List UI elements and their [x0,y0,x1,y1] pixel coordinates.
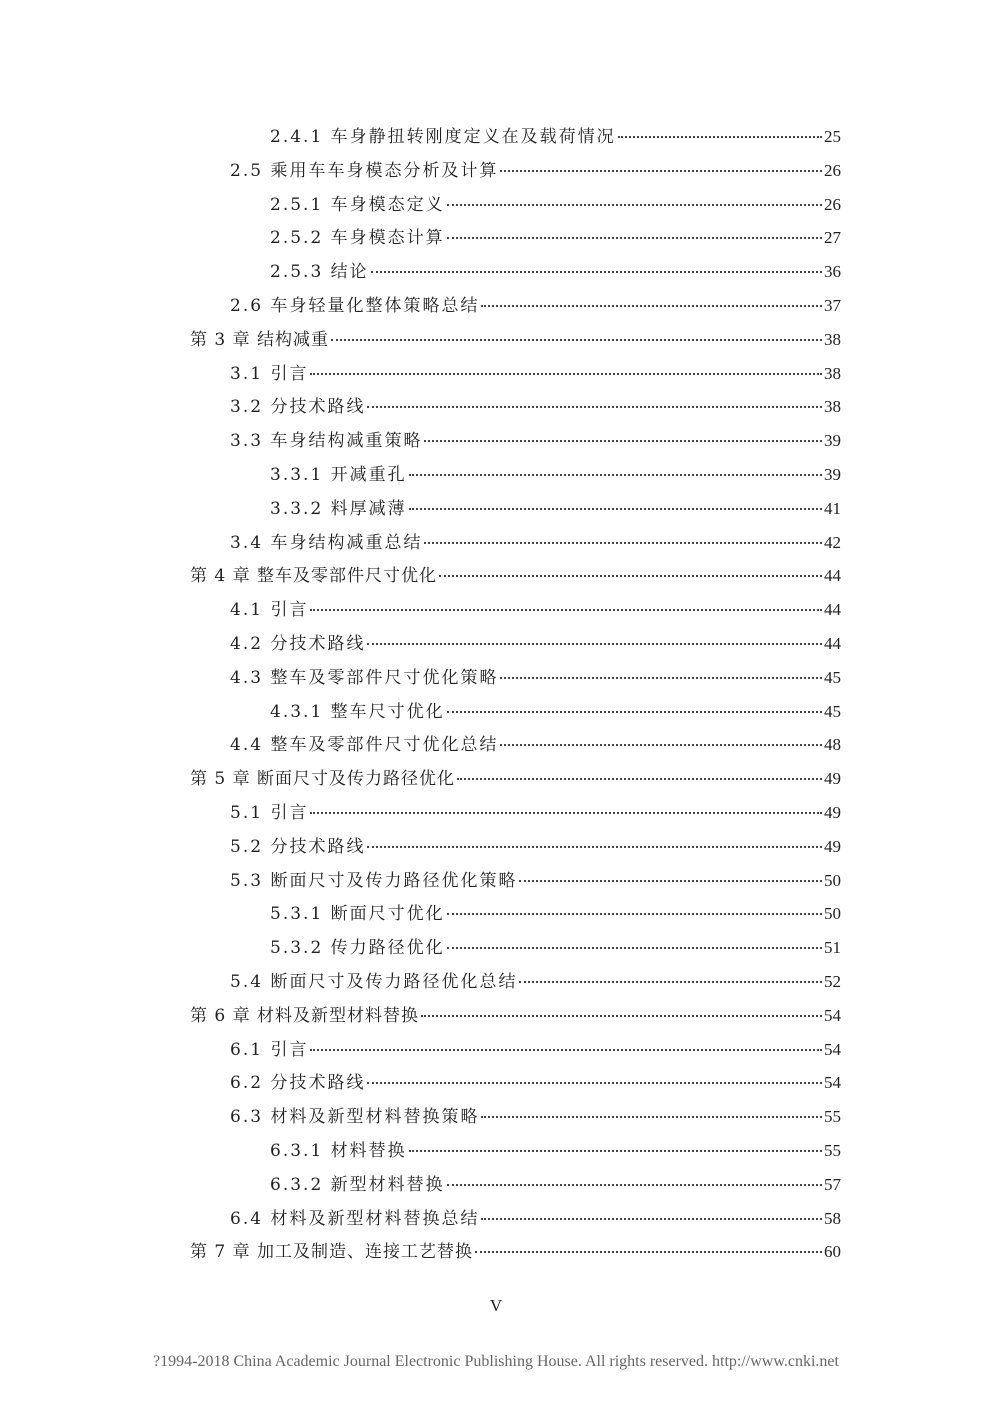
toc-entry-title: 第 3 章 结构减重 [190,329,330,350]
dot-leader [331,339,822,341]
dot-leader [421,1015,822,1017]
toc-entry-page: 57 [824,1174,841,1194]
dot-leader [457,778,822,780]
dot-leader [409,1150,822,1152]
page-number: V [489,1296,503,1315]
toc-entry-title: 2.5.1 车身模态定义 [270,194,445,215]
toc-entry[interactable] [190,323,841,357]
toc-entry-page: 39 [824,465,841,484]
toc-entry[interactable] [230,728,841,762]
toc-entry[interactable] [230,830,841,864]
dot-leader [371,271,822,273]
dot-leader [367,406,822,408]
toc-entry-page: 38 [824,329,841,349]
dot-leader [310,373,822,375]
toc-entry-title: 4.1 引言 [230,600,309,621]
dot-leader [500,170,822,172]
toc-entry-title: 6.3.2 新型材料替换 [270,1174,445,1195]
toc-entry-title: 5.4 断面尺寸及传力路径优化总结 [230,972,518,992]
toc-entry[interactable] [230,357,841,391]
toc-entry[interactable] [230,1066,841,1100]
dot-leader [447,711,822,713]
dot-leader [481,1116,822,1118]
toc-entry-title: 3.3 车身结构减重策略 [230,431,423,452]
toc-entry-page: 36 [824,262,841,282]
toc-entry-page: 45 [824,667,841,687]
toc-entry-page: 54 [824,1005,841,1025]
toc-entry-page: 51 [824,938,841,958]
toc-entry-page: 54 [824,1073,841,1093]
toc-entry-title: 第 5 章 断面尺寸及传力路径优化 [190,769,456,790]
toc-entry[interactable] [230,864,841,898]
toc-entry[interactable] [230,1202,841,1236]
toc-entry[interactable] [230,154,841,188]
toc-entry-page: 50 [824,870,841,890]
toc-entry[interactable] [270,695,841,729]
dot-leader [447,947,822,949]
toc-entry-title: 3.3.1 开减重孔 [270,465,407,485]
toc-entry-title: 6.2 分技术路线 [230,1073,366,1094]
dot-leader [447,204,822,206]
toc-entry-title: 2.5 乘用车车身模态分析及计算 [230,160,499,181]
toc-entry[interactable] [230,526,841,560]
toc-entry-title: 4.2 分技术路线 [230,634,366,654]
dot-leader [481,305,822,307]
toc-entry-page: 49 [824,803,841,822]
toc-entry-page: 45 [824,701,841,721]
toc-entry-title: 3.1 引言 [230,363,309,384]
dot-leader [439,575,822,577]
toc-entry-page: 55 [824,1141,841,1160]
toc-entry-title: 6.1 引言 [230,1039,309,1060]
toc-entry[interactable] [270,1168,841,1202]
toc-entry-page: 60 [824,1242,841,1262]
dot-leader [367,643,822,645]
toc-entry[interactable] [230,390,841,424]
toc-entry-title: 2.6 车身轻量化整体策略总结 [230,296,480,316]
toc-entry-page: 48 [824,735,841,755]
toc-entry-title: 3.3.2 料厚减薄 [270,498,407,519]
toc-entry-title: 5.3 断面尺寸及传力路径优化策略 [230,870,518,891]
toc-entry-title: 4.3 整车及零部件尺寸优化策略 [230,667,499,688]
toc-entry-page: 44 [824,566,841,586]
dot-leader [519,880,822,882]
toc-entry-page: 26 [824,194,841,214]
toc-entry[interactable] [270,931,841,965]
toc-entry-page: 49 [824,769,841,789]
dot-leader [409,508,822,510]
toc-entry-page: 54 [824,1039,841,1059]
toc-entry-title: 4.3.1 整车尺寸优化 [270,701,445,722]
toc-entry-title: 3.4 车身结构减重总结 [230,532,423,553]
toc-entry-page: 41 [824,498,841,518]
toc-entry[interactable] [270,458,841,492]
toc-entry[interactable] [270,120,841,154]
toc-entry[interactable] [190,999,841,1033]
toc-entry[interactable] [270,897,841,931]
toc-entry[interactable] [230,424,841,458]
toc-entry-title: 5.1 引言 [230,803,309,823]
toc-entry-title: 6.3.1 材料替换 [270,1141,407,1161]
dot-leader [447,1184,822,1186]
toc-entry[interactable] [230,965,841,999]
toc-entry-page: 49 [824,836,841,856]
dot-leader [409,474,822,476]
dot-leader [618,136,822,138]
toc-entry-page: 26 [824,160,841,180]
dot-leader [310,609,822,611]
dot-leader [500,677,822,679]
toc-entry[interactable] [270,255,841,289]
toc-entry-page: 38 [824,363,841,383]
toc-entry-page: 42 [824,532,841,552]
toc-entry-title: 2.4.1 车身静扭转刚度定义在及载荷情况 [270,127,616,147]
toc-entry-page: 44 [824,600,841,620]
toc-entry-page: 37 [824,296,841,315]
toc-entry[interactable] [190,762,841,796]
toc-entry-page: 58 [824,1208,841,1228]
toc-entry-title: 6.4 材料及新型材料替换总结 [230,1208,480,1229]
dot-leader [475,1251,822,1253]
dot-leader [367,846,822,848]
toc-entry[interactable] [270,221,841,255]
dot-leader [367,1082,822,1084]
toc-entry-title: 3.2 分技术路线 [230,397,366,418]
toc-entry-page: 44 [824,634,841,653]
toc-entry-page: 55 [824,1107,841,1127]
toc-entry-title: 2.5.2 车身模态计算 [270,228,445,249]
toc-entry[interactable] [230,661,841,695]
toc-entry[interactable] [270,492,841,526]
toc-entry-title: 6.3 材料及新型材料替换策略 [230,1107,480,1128]
toc-entry[interactable] [270,188,841,222]
toc-entry-title: 第 6 章 材料及新型材料替换 [190,1005,420,1026]
toc-entry-title: 5.3.2 传力路径优化 [270,938,445,959]
toc-entry-page: 38 [824,397,841,417]
dot-leader [447,913,822,915]
dot-leader [310,1049,822,1051]
toc-entry-page: 27 [824,228,841,248]
toc-entry[interactable] [190,1235,841,1269]
toc-entry-title: 2.5.3 结论 [270,262,369,283]
toc-entry-page: 25 [824,127,841,146]
toc-entry-page: 50 [824,904,841,924]
toc-entry[interactable] [230,593,841,627]
copyright-footer: ?1994-2018 China Academic Journal Electronic Publishing House. All rights reserved. http://www.cnki.net [153,1353,839,1370]
toc-entry[interactable] [230,289,841,323]
dot-leader [500,744,822,746]
toc-entry[interactable] [270,1134,841,1168]
toc-entry-page: 52 [824,972,841,991]
dot-leader [447,237,822,239]
toc-entry[interactable] [190,559,841,593]
toc-entry-page: 39 [824,431,841,451]
toc-entry-title: 5.2 分技术路线 [230,836,366,857]
dot-leader [424,440,822,442]
toc-entry[interactable] [230,796,841,830]
toc-entry-title: 4.4 整车及零部件尺寸优化总结 [230,735,499,756]
dot-leader [424,542,822,544]
toc-entry-title: 5.3.1 断面尺寸优化 [270,904,445,925]
toc-entry-title: 第 7 章 加工及制造、连接工艺替换 [190,1242,474,1263]
toc-entry[interactable] [230,627,841,661]
toc-entry[interactable] [230,1033,841,1067]
toc-entry[interactable] [230,1100,841,1134]
toc-entry-title: 第 4 章 整车及零部件尺寸优化 [190,566,438,587]
dot-leader [519,981,822,983]
dot-leader [310,812,822,814]
dot-leader [481,1218,822,1220]
